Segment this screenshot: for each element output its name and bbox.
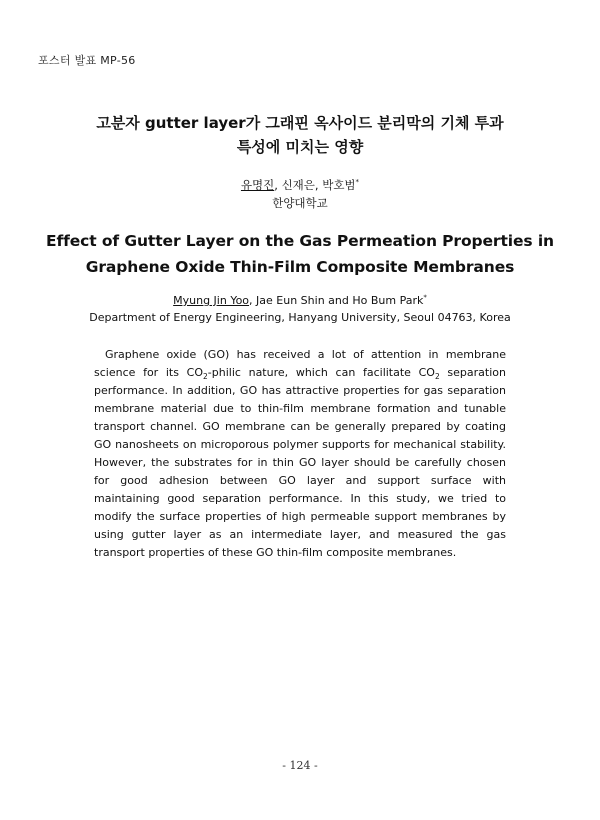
english-title-line-1: Effect of Gutter Layer on the Gas Permeation Properties in bbox=[45, 232, 554, 250]
abstract-text-part-2: -philic nature, which can facilitate CO bbox=[207, 366, 435, 379]
english-affiliation: Department of Energy Engineering, Hanyang University, Seoul 04763, Korea bbox=[89, 311, 511, 324]
abstract bbox=[94, 346, 506, 562]
korean-title-line-2: 특성에 미치는 영향 bbox=[236, 138, 364, 156]
english-coauthors: , Jae Eun Shin and Ho Bum Park bbox=[249, 294, 424, 307]
session-label: 포스터 발표 MP-56 bbox=[38, 54, 136, 67]
korean-title-line-1: 고분자 gutter layer가 그래핀 옥사이드 분리막의 기체 투과 bbox=[96, 114, 504, 132]
abstract-text-part-1: Graphene oxide (GO) has received a lot of attention in membrane science for its CO bbox=[94, 348, 506, 379]
page-number: - 124 - bbox=[282, 759, 318, 772]
abstract-paragraph bbox=[94, 346, 506, 562]
korean-title bbox=[40, 111, 560, 159]
abstract-subscript-2: 2 bbox=[434, 372, 440, 382]
korean-affiliation: 한양대학교 bbox=[272, 196, 328, 210]
english-presenting-author: Myung Jin Yoo bbox=[173, 294, 250, 307]
abstract-subscript-1: 2 bbox=[203, 372, 208, 382]
english-title-line-2: Graphene Oxide Thin-Film Composite Membranes bbox=[85, 258, 515, 276]
english-corresponding-mark: * bbox=[423, 293, 427, 302]
english-title bbox=[40, 228, 560, 280]
korean-authors bbox=[0, 176, 600, 194]
abstract-text-part-3: separation performance. In addition, GO has attractive properties for gas separation membrane material due to thin-film membrane formation and tunable transport channel. GO membrane can be generally prepared by coating GO nanosheets on microporous polymer supports for mechanical stability. However, the substrates for in thin GO layer should be carefully chosen for good adhesion between GO layer and support surface with maintaining good separation performance. In this study, we tried to modify the surface properties of high permeable support membranes by using gutter layer as an intermediate layer, and measured the gas transport properties of these GO thin-film composite membranes. bbox=[94, 366, 506, 559]
korean-corresponding-mark: * bbox=[355, 178, 360, 187]
english-authors bbox=[0, 292, 600, 310]
korean-presenting-author: 유명진 bbox=[240, 178, 275, 192]
korean-coauthors: , 신재은, 박호범 bbox=[274, 178, 356, 192]
